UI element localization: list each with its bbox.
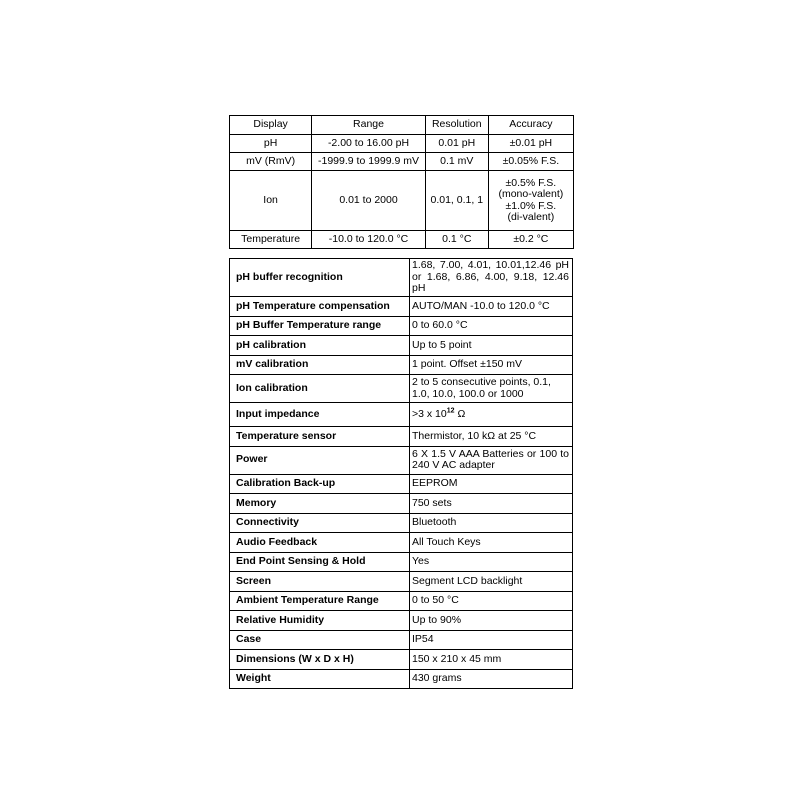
accuracy-line: ±1.0% F.S. xyxy=(505,199,557,212)
spec-label: pH calibration xyxy=(230,336,410,356)
spec-label: pH Temperature compensation xyxy=(230,297,410,317)
spec-value: AUTO/MAN -10.0 to 120.0 °C xyxy=(410,297,573,317)
display-spec-table xyxy=(229,115,574,249)
spec-label: Audio Feedback xyxy=(230,533,410,553)
spec-label: Screen xyxy=(230,572,410,592)
header-resolution: Resolution xyxy=(425,116,488,135)
table-row xyxy=(230,336,573,356)
spec-value: 0 to 60.0 °C xyxy=(410,316,573,336)
table-row xyxy=(230,669,573,689)
impedance-prefix: >3 x 10 xyxy=(412,407,447,420)
display-cell: pH xyxy=(230,135,312,153)
spec-value: 0 to 50 °C xyxy=(410,591,573,611)
spec-label: Dimensions (W x D x H) xyxy=(230,650,410,670)
resolution-cell: 0.01 pH xyxy=(425,135,488,153)
spec-label: Input impedance xyxy=(230,403,410,427)
spec-value: 1.68, 7.00, 4.01, 10.01,12.46 pH or 1.68, 6.86, 4.00, 9.18, 12.46 pH xyxy=(410,259,573,297)
spec-label: Calibration Back-up xyxy=(230,474,410,494)
spec-label: Weight xyxy=(230,669,410,689)
accuracy-line: (mono-valent) xyxy=(498,188,564,200)
spec-value: 750 sets xyxy=(410,494,573,514)
table-row xyxy=(230,427,573,447)
range-cell: -10.0 to 120.0 °C xyxy=(312,231,426,249)
table-row xyxy=(230,297,573,317)
display-cell: Ion xyxy=(230,171,312,231)
spec-value: IP54 xyxy=(410,630,573,650)
table-row xyxy=(230,611,573,631)
table-row xyxy=(230,552,573,572)
spec-value: Thermistor, 10 kΩ at 25 °C xyxy=(410,427,573,447)
spec-value: 430 grams xyxy=(410,669,573,689)
table-row xyxy=(230,591,573,611)
accuracy-cell: ±0.01 pH xyxy=(488,135,573,153)
table-row xyxy=(230,630,573,650)
spec-value: Yes xyxy=(410,552,573,572)
impedance-exponent: 12 xyxy=(446,407,455,415)
table-row xyxy=(230,446,573,474)
table-row xyxy=(230,403,573,427)
spec-value: Bluetooth xyxy=(410,513,573,533)
spec-label: Ambient Temperature Range xyxy=(230,591,410,611)
table-row xyxy=(230,259,573,297)
range-cell: 0.01 to 2000 xyxy=(312,171,426,231)
spec-value: 1 point. Offset ±150 mV xyxy=(410,355,573,375)
spec-label: pH buffer recognition xyxy=(230,259,410,297)
spec-value: EEPROM xyxy=(410,474,573,494)
range-cell: -1999.9 to 1999.9 mV xyxy=(312,153,426,171)
spec-label: Ion calibration xyxy=(230,375,410,403)
impedance-unit: Ω xyxy=(454,407,466,420)
table-row xyxy=(230,494,573,514)
table-row xyxy=(230,650,573,670)
spec-label: Relative Humidity xyxy=(230,611,410,631)
resolution-cell: 0.01, 0.1, 1 xyxy=(425,171,488,231)
table-row xyxy=(230,474,573,494)
spec-value: Up to 90% xyxy=(410,611,573,631)
display-cell: Temperature xyxy=(230,231,312,249)
accuracy-cell: ±0.05% F.S. xyxy=(488,153,573,171)
header-range: Range xyxy=(312,116,426,135)
resolution-cell: 0.1 °C xyxy=(425,231,488,249)
header-display: Display xyxy=(230,116,312,135)
header-accuracy: Accuracy xyxy=(488,116,573,135)
table-row xyxy=(230,153,574,171)
spec-label: mV calibration xyxy=(230,355,410,375)
accuracy-cell: ±0.2 °C xyxy=(488,231,573,249)
table-row xyxy=(230,135,574,153)
spec-value: All Touch Keys xyxy=(410,533,573,553)
range-cell: -2.00 to 16.00 pH xyxy=(312,135,426,153)
table-row xyxy=(230,572,573,592)
accuracy-line: ±0.5% F.S. xyxy=(505,176,557,189)
table-row xyxy=(230,316,573,336)
general-spec-table xyxy=(229,258,573,689)
accuracy-cell xyxy=(488,171,573,231)
table-row xyxy=(230,375,573,403)
spec-value: Segment LCD backlight xyxy=(410,572,573,592)
spec-value xyxy=(410,403,573,427)
spec-value: 150 x 210 x 45 mm xyxy=(410,650,573,670)
spec-label: Connectivity xyxy=(230,513,410,533)
resolution-cell: 0.1 mV xyxy=(425,153,488,171)
spec-label: pH Buffer Temperature range xyxy=(230,316,410,336)
spec-label: Power xyxy=(230,446,410,474)
table-row xyxy=(230,513,573,533)
spec-value: Up to 5 point xyxy=(410,336,573,356)
accuracy-line: (di-valent) xyxy=(507,211,555,223)
display-cell: mV (RmV) xyxy=(230,153,312,171)
table-row xyxy=(230,533,573,553)
spec-label: End Point Sensing & Hold xyxy=(230,552,410,572)
table-row xyxy=(230,231,574,249)
spec-label: Temperature sensor xyxy=(230,427,410,447)
table-header-row xyxy=(230,116,574,135)
table-row xyxy=(230,171,574,231)
table-row xyxy=(230,355,573,375)
spec-value: 2 to 5 consecutive points, 0.1, 1.0, 10.0, 100.0 or 1000 xyxy=(410,375,573,403)
spec-label: Memory xyxy=(230,494,410,514)
spec-label: Case xyxy=(230,630,410,650)
spec-value: 6 X 1.5 V AAA Batteries or 100 to 240 V AC adapter xyxy=(410,446,573,474)
